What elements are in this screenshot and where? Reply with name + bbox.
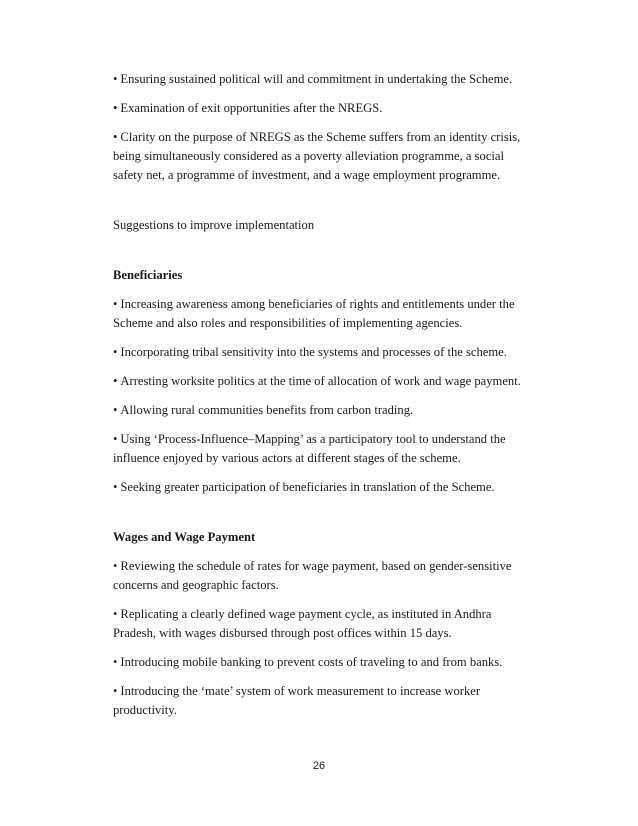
bullet-glyph: •	[113, 72, 118, 86]
bullet-glyph: •	[113, 130, 118, 144]
bullet-text: Introducing mobile banking to prevent costs of traveling to and from banks.	[120, 655, 503, 669]
bullet-glyph: •	[113, 480, 118, 494]
bullet-glyph: •	[113, 403, 118, 417]
bullet-text: Reviewing the schedule of rates for wage payment, based on gender-sensitive concerns and geographic factors.	[113, 559, 512, 592]
bullet-item	[113, 295, 533, 333]
bullet-item	[113, 605, 533, 643]
wages-section	[113, 528, 533, 720]
bullet-item	[113, 653, 533, 672]
bullet-text: Examination of exit opportunities after the NREGS.	[120, 101, 383, 115]
bullet-glyph: •	[113, 684, 118, 698]
bullet-glyph: •	[113, 655, 118, 669]
bullet-text: Introducing the ‘mate’ system of work measurement to increase worker productivity.	[113, 684, 481, 717]
bullet-item	[113, 478, 533, 497]
bullet-glyph: •	[113, 607, 118, 621]
bullet-item	[113, 343, 533, 362]
wages-heading: Wages and Wage Payment	[113, 530, 256, 544]
bullet-item	[113, 401, 533, 420]
bullet-text: Replicating a clearly defined wage payment cycle, as instituted in Andhra Pradesh, with wages disbursed through post offices within 15 days.	[113, 607, 492, 640]
beneficiaries-section	[113, 266, 533, 497]
bullet-item	[113, 99, 533, 118]
bullet-text: Seeking greater participation of beneficiaries in translation of the Scheme.	[120, 480, 495, 494]
page-number: 26	[312, 760, 326, 772]
bullet-text: Ensuring sustained political will and commitment in undertaking the Scheme.	[120, 72, 513, 86]
bullet-item	[113, 557, 533, 595]
bullet-text: Allowing rural communities benefits from carbon trading.	[120, 403, 414, 417]
section-one-list	[113, 70, 533, 185]
bullet-item	[113, 682, 533, 720]
bullet-glyph: •	[113, 374, 118, 388]
bullet-glyph: •	[113, 345, 118, 359]
bullet-text: Incorporating tribal sensitivity into the systems and processes of the scheme.	[120, 345, 507, 359]
bullet-text: Using ‘Process-Influence–Mapping’ as a participatory tool to understand the influence enjoyed by various actors at different stages of the scheme.	[113, 432, 506, 465]
beneficiaries-heading: Beneficiaries	[113, 268, 183, 282]
bullet-item	[113, 430, 533, 468]
bullet-text: Arresting worksite politics at the time of allocation of work and wage payment.	[120, 374, 521, 388]
bullet-glyph: •	[113, 432, 118, 446]
suggestions-heading: Suggestions to improve implementation	[113, 218, 315, 232]
bullet-item	[113, 70, 533, 89]
bullet-glyph: •	[113, 101, 118, 115]
page-content	[113, 70, 533, 730]
bullet-item	[113, 128, 533, 185]
bullet-text: Clarity on the purpose of NREGS as the Scheme suffers from an identity crisis, being simultaneously considered as a poverty alleviation programme, a social safety net, a programme of investment, and a wage employment programme.	[113, 130, 521, 182]
bullet-glyph: •	[113, 559, 118, 573]
bullet-text: Increasing awareness among beneficiaries of rights and entitlements under the Scheme and also roles and responsibilities of implementing agencies.	[113, 297, 515, 330]
bullet-glyph: •	[113, 297, 118, 311]
bullet-item	[113, 372, 533, 391]
